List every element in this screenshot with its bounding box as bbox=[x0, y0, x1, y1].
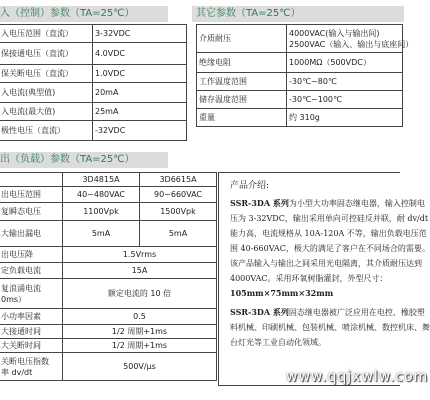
other-param-label: 重量 bbox=[197, 109, 287, 127]
other-param-row bbox=[197, 73, 403, 91]
output-params-table bbox=[0, 172, 217, 381]
product-model-name-2: SSR-3DA 系列 bbox=[230, 307, 289, 317]
output-param-value: 0.5 bbox=[63, 309, 217, 325]
site-watermark: www.qqjxwlw.com bbox=[286, 369, 429, 385]
output-params-header: 出（负载）参数（TA=25℃） bbox=[0, 152, 168, 168]
input-param-label: 入电压范围（直流） bbox=[0, 25, 93, 43]
other-params-header: 其它参数（TA=25℃） bbox=[192, 6, 404, 22]
input-param-value: 20mA bbox=[93, 83, 187, 103]
output-param-row bbox=[0, 247, 217, 263]
product-intro-title: 产品介绍: bbox=[230, 181, 270, 191]
output-param-label: 复浪涌电流 0ms） bbox=[0, 279, 63, 309]
output-param-row bbox=[0, 353, 217, 381]
product-intro-box bbox=[218, 172, 430, 386]
other-param-row bbox=[197, 25, 403, 53]
output-param-value: 15A bbox=[63, 263, 217, 279]
product-model-name: SSR-3DA 系列 bbox=[230, 198, 289, 208]
output-param-value-a: 5mA bbox=[63, 221, 140, 247]
input-param-value: 25mA bbox=[93, 103, 187, 121]
output-param-label: 出电压范围 bbox=[0, 187, 63, 203]
output-param-value-a: 1100Vpk bbox=[63, 203, 140, 221]
product-intro-para-2 bbox=[230, 305, 430, 350]
input-param-row bbox=[0, 103, 187, 121]
input-param-row bbox=[0, 25, 187, 43]
input-param-value: -32VDC bbox=[93, 121, 187, 141]
product-size: 105mm×75mm×32mm bbox=[230, 288, 334, 298]
output-param-label: 大接通时间 bbox=[0, 325, 63, 339]
input-param-label: 极性电压（直流） bbox=[0, 121, 93, 141]
product-intro-para-1 bbox=[230, 196, 430, 301]
output-param-row bbox=[0, 309, 217, 325]
input-params-header: 入（控制）参数（TA=25℃） bbox=[0, 6, 168, 22]
other-param-label: 介质耐压 bbox=[197, 25, 287, 53]
input-param-row bbox=[0, 121, 187, 141]
product-intro-text-1: 为小型大功率固态继电器，输入控制电压为 3-32VDC，输出采用单向可控硅反并联，耐 dv/dt 能力高，电流规格从 10A-120A 不等，输出负载电压范围 40-660VAC，极大的满足了客户在不同场合的需要。该产品输入与输出之间采用光电隔离，其介质耐压达到 4000VAC。采用环氧树脂灌封，外型尺寸： bbox=[230, 199, 430, 283]
output-param-label: 定负载电流 bbox=[0, 263, 63, 279]
other-param-row bbox=[197, 109, 403, 127]
input-param-label: 入电流(最大值) bbox=[0, 103, 93, 121]
output-param-value-a: 40~480VAC bbox=[63, 187, 140, 203]
output-param-label: 大输出漏电 bbox=[0, 221, 63, 247]
output-param-value: 1.5Vrms bbox=[63, 247, 217, 263]
output-param-value-b: 90~660VAC bbox=[140, 187, 217, 203]
output-param-value-b: 1500Vpk bbox=[140, 203, 217, 221]
other-param-row bbox=[197, 91, 403, 109]
output-param-row bbox=[0, 325, 217, 339]
output-header-blank bbox=[0, 173, 63, 187]
output-param-value: 1/2 周期+1ms bbox=[63, 339, 217, 353]
other-param-row bbox=[197, 53, 403, 73]
output-param-label: 小功率因素 bbox=[0, 309, 63, 325]
input-param-row bbox=[0, 83, 187, 103]
input-param-value: 4.0VDC bbox=[93, 43, 187, 65]
output-param-label: 关断电压指数 率 dv/dt bbox=[0, 353, 63, 381]
output-param-label: 大关断时间 bbox=[0, 339, 63, 353]
output-param-value: 1/2 周期+1ms bbox=[63, 325, 217, 339]
input-param-row bbox=[0, 43, 187, 65]
output-param-row bbox=[0, 187, 217, 203]
other-param-value: -30℃~80℃ bbox=[287, 73, 403, 91]
output-col-b-header: 3D6615A bbox=[140, 173, 217, 187]
output-param-row bbox=[0, 221, 217, 247]
output-param-label: 复瞬态电压 bbox=[0, 203, 63, 221]
output-param-row bbox=[0, 339, 217, 353]
other-params-table bbox=[196, 24, 414, 127]
other-param-label: 绝缘电阻 bbox=[197, 53, 287, 73]
input-param-row bbox=[0, 65, 187, 83]
other-param-value: 4000VAC(输入与输出间) 2500VAC（输入、输出与底座间） bbox=[287, 25, 403, 53]
input-params-table bbox=[0, 24, 187, 141]
other-param-value: 约 310g bbox=[287, 109, 403, 127]
input-param-value: 3-32VDC bbox=[93, 25, 187, 43]
output-col-a-header: 3D4815A bbox=[63, 173, 140, 187]
output-param-row bbox=[0, 203, 217, 221]
other-param-value: 1000MΩ（500VDC） bbox=[287, 53, 403, 73]
product-intro-text-2: 固态继电器被广泛应用在电控、橡胶塑料机械、印刷机械、包装机械、喷涂机械、数控机床、舞台灯光等工业自动化领域。 bbox=[230, 308, 430, 347]
input-param-label: 入电流(典型值) bbox=[0, 83, 93, 103]
other-param-value: -30℃~100℃ bbox=[287, 91, 403, 109]
output-param-row bbox=[0, 263, 217, 279]
output-param-label: 出电压降 bbox=[0, 247, 63, 263]
output-param-value-b: 5mA bbox=[140, 221, 217, 247]
input-param-label: 保接通电压（直流） bbox=[0, 43, 93, 65]
output-param-value: 500V/μs bbox=[63, 353, 217, 381]
other-param-label: 储存温度范围 bbox=[197, 91, 287, 109]
other-param-label: 工作温度范围 bbox=[197, 73, 287, 91]
input-param-label: 保关断电压（直流） bbox=[0, 65, 93, 83]
input-param-value: 1.0VDC bbox=[93, 65, 187, 83]
output-param-row bbox=[0, 279, 217, 309]
output-param-value: 额定电流的 10 倍 bbox=[63, 279, 217, 309]
